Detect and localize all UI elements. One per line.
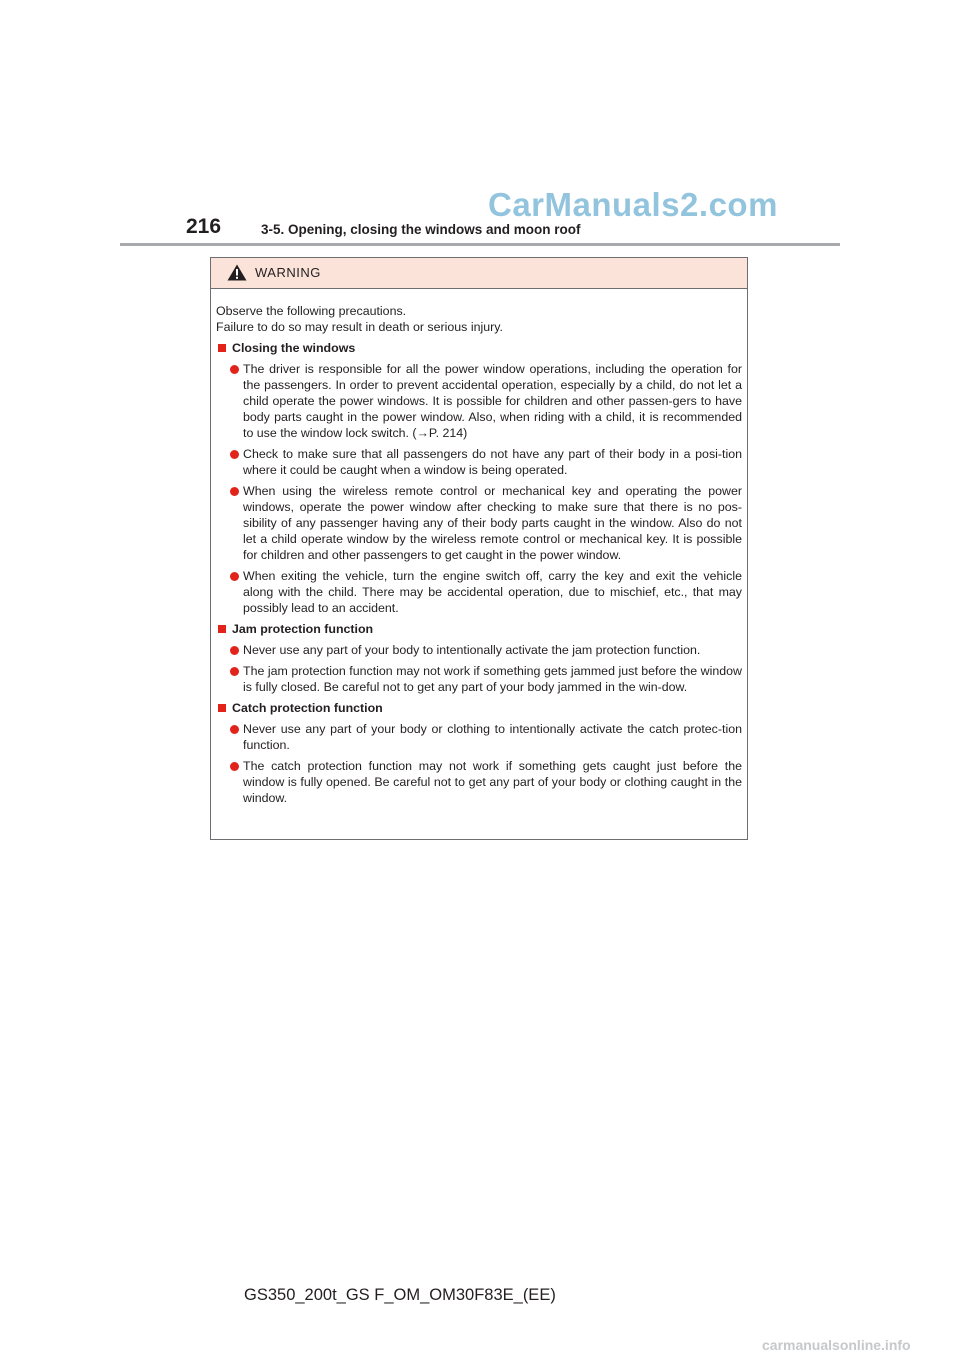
bullet-text: When using the wireless remote control or mechanical key and operating the power windows, operate the power window after checking to make sure that there is no pos-sibility of any passenger having any of their body parts caught in the window. Also do not let a child operate window by the wireless remote control or mechanical key. It is possible for children and other passengers to get caught in the power window.	[243, 484, 742, 562]
warning-intro	[216, 303, 742, 335]
topic-heading-text: Jam protection function	[232, 622, 374, 636]
manual-code: GS350_200t_GS F_OM_OM30F83E_(EE)	[244, 1286, 556, 1304]
watermark-logo-bottom: carmanualsonline.info	[762, 1337, 911, 1353]
bullet-text: Never use any part of your body or clothing to intentionally activate the catch protec-tion function.	[243, 722, 742, 752]
bullet-item	[216, 642, 742, 658]
topic-heading	[216, 340, 742, 356]
bullet-item	[216, 721, 742, 753]
bullet-text: The jam protection function may not work if something gets jammed just before the window is fully closed. Be careful not to get any part of your body jammed in the win-dow.	[243, 664, 742, 694]
red-square-icon	[218, 704, 226, 712]
warning-title: WARNING	[255, 265, 321, 280]
topic-jam-protection	[216, 621, 742, 695]
bullet-item	[216, 483, 742, 563]
red-dot-icon	[230, 762, 239, 771]
topic-catch-protection	[216, 700, 742, 806]
topic-heading-text: Closing the windows	[232, 341, 356, 355]
bullet-text: The catch protection function may not work if something gets caught just before the window is fully opened. Be careful not to get any part of your body or clothing caught in the window.	[243, 759, 742, 805]
intro-line: Observe the following precautions.	[216, 304, 407, 318]
bullet-item	[216, 758, 742, 806]
warning-box	[210, 257, 748, 840]
bullet-text: Check to make sure that all passengers do not have any part of their body in a posi-tion where it could be caught when a window is being operated.	[243, 447, 742, 477]
bullet-text: The driver is responsible for all the power window operations, including the operation for the passengers. In order to prevent accidental operation, especially by a child, do not let a child operate the power windows. It is possible for children and other passen-gers to have body parts caught in the power window. Also, when riding with a child, it is recommended to use the window lock switch. (→P. 214)	[243, 362, 742, 440]
topic-closing-windows	[216, 340, 742, 616]
warning-triangle-icon	[227, 264, 247, 281]
red-dot-icon	[230, 365, 239, 374]
section-title: 3-5. Opening, closing the windows and moon roof	[261, 222, 581, 237]
bullet-item	[216, 568, 742, 616]
watermark-logo-top: CarManuals2.com	[488, 186, 778, 223]
bullet-text: When exiting the vehicle, turn the engine switch off, carry the key and exit the vehicle along with the child. There may be accidental operation, due to mischief, etc., that may possibly lead to an accident.	[243, 569, 742, 615]
red-dot-icon	[230, 725, 239, 734]
topic-heading	[216, 621, 742, 637]
red-square-icon	[218, 625, 226, 633]
bullet-text: Never use any part of your body to intentionally activate the jam protection function.	[243, 643, 701, 657]
topic-heading-text: Catch protection function	[232, 701, 383, 715]
red-dot-icon	[230, 450, 239, 459]
warning-header	[211, 258, 747, 289]
bullet-item	[216, 663, 742, 695]
warning-body	[211, 289, 747, 806]
bullet-item	[216, 446, 742, 478]
header-divider	[120, 243, 840, 246]
red-dot-icon	[230, 572, 239, 581]
page-number: 216	[186, 215, 222, 238]
red-dot-icon	[230, 487, 239, 496]
red-dot-icon	[230, 646, 239, 655]
intro-line: Failure to do so may result in death or serious injury.	[216, 320, 503, 334]
red-dot-icon	[230, 667, 239, 676]
topic-heading	[216, 700, 742, 716]
bullet-item	[216, 361, 742, 441]
red-square-icon	[218, 344, 226, 352]
